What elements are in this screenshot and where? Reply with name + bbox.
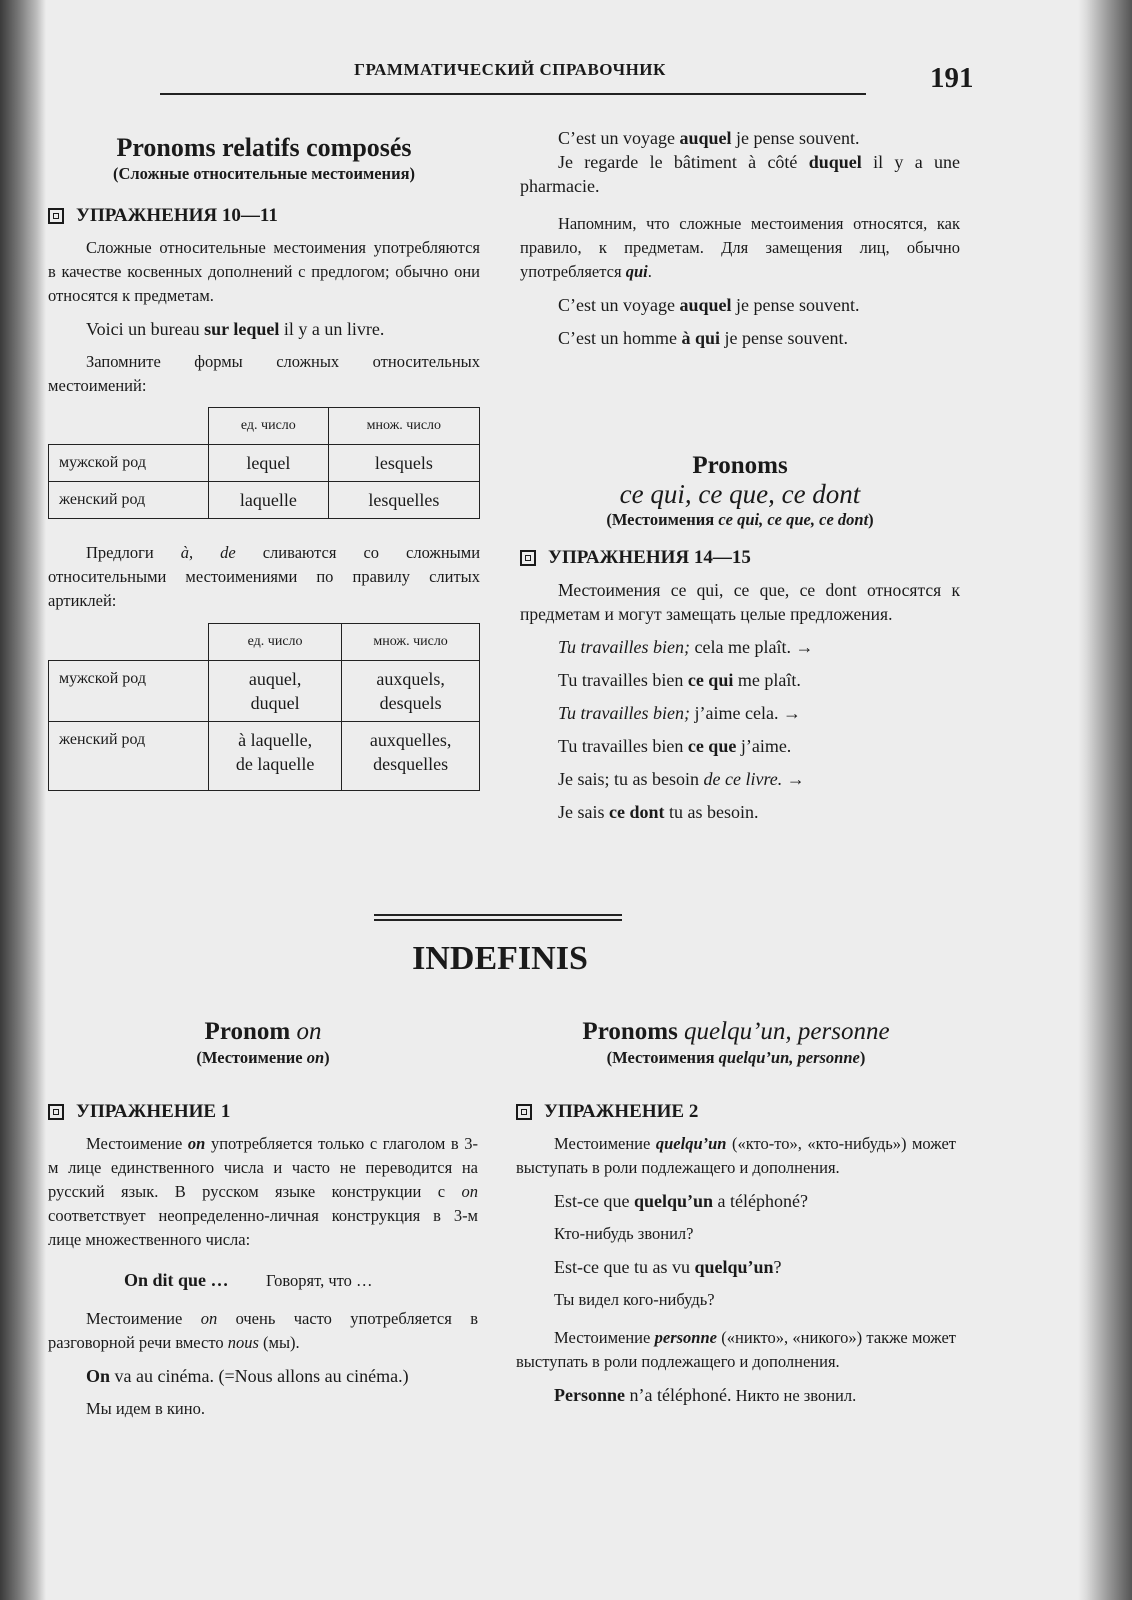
- relative-pronoun-table: [48, 407, 480, 519]
- pair-russian: Говорят, что …: [266, 1271, 373, 1290]
- paragraph-text: .: [647, 262, 652, 281]
- example-bold: sur lequel: [204, 319, 280, 339]
- example-bold: quelqu’un: [633, 1191, 714, 1211]
- header-rule: [160, 93, 866, 95]
- right-column-top: [520, 126, 960, 359]
- paragraph-text: (мы).: [258, 1333, 300, 1352]
- table-row-label: женский род: [49, 722, 209, 791]
- title-text: Pronom: [204, 1018, 297, 1045]
- exercise-icon: [48, 208, 64, 224]
- example-text: je pense souvent.: [720, 328, 848, 348]
- paragraph: Запомните формы сложных относительных местоимений:: [48, 352, 480, 395]
- section-title: Pronoms: [692, 452, 788, 479]
- example-text: Je sais: [558, 802, 609, 822]
- example-text: C’est un voyage: [558, 128, 680, 148]
- paragraph: [48, 1307, 478, 1355]
- subtitle-text: ): [859, 1048, 866, 1067]
- table-cell: [209, 661, 342, 722]
- example-line: [520, 126, 960, 150]
- subtitle-text: ): [324, 1048, 330, 1067]
- example-text: cela me plaît. →: [690, 637, 814, 657]
- subtitle-italic: ce qui, ce que, ce dont: [718, 510, 869, 529]
- example-bold: ce dont: [609, 802, 665, 822]
- section-title-italic: ce qui, ce que, ce dont: [619, 479, 861, 509]
- example-bold: ce qui: [687, 670, 734, 690]
- title-text: Pronoms: [582, 1018, 685, 1045]
- table-row-label: мужской род: [49, 661, 209, 722]
- example-line: [520, 701, 960, 725]
- exercise-heading-label: УПРАЖНЕНИЯ 14—15: [548, 547, 751, 568]
- example-text: j’aime cela. →: [690, 703, 801, 723]
- paragraph-text: Местоимение: [554, 1328, 655, 1347]
- exercise-icon: [48, 1104, 64, 1120]
- example-bold: On: [86, 1366, 111, 1386]
- example-text: →: [782, 769, 805, 789]
- scan-shadow-left: [0, 0, 46, 1600]
- example-line: [48, 317, 480, 341]
- paragraph: [48, 541, 480, 613]
- cell-line: desquelles: [373, 754, 449, 774]
- example-italic: de ce livre.: [703, 769, 783, 789]
- paragraph-text: Местоимение: [554, 1134, 656, 1153]
- left-column-bottom: [48, 1018, 478, 1430]
- example-text: j’aime.: [736, 736, 792, 756]
- section-subtitle: [520, 508, 960, 532]
- section-title: [48, 1018, 478, 1046]
- paragraph-text: Местоимение: [86, 1134, 188, 1153]
- example-line: [520, 150, 960, 198]
- example-text: Est-ce que: [554, 1191, 634, 1211]
- example-text: je pense souvent.: [731, 295, 860, 315]
- subtitle-text: (Местоимения: [606, 510, 719, 529]
- example-line: [516, 1383, 956, 1408]
- paragraph-italic: personne: [654, 1328, 717, 1347]
- example-text: Je regarde le bâtiment à côté: [558, 152, 809, 172]
- example-translation: Ты видел кого-нибудь?: [554, 1290, 715, 1309]
- example-text: Je sais; tu as besoin: [558, 769, 704, 789]
- section-subtitle: (Сложные относительные местоимения): [112, 164, 415, 183]
- subtitle-text: ): [868, 510, 874, 529]
- example-text: Tu travailles bien: [558, 736, 688, 756]
- section-title: Pronoms relatifs composés: [116, 133, 412, 162]
- right-column-bottom: [516, 1018, 956, 1417]
- paragraph-italic: qui: [625, 262, 648, 281]
- translation-pair: [48, 1268, 478, 1293]
- paragraph-italic: nous: [227, 1333, 259, 1352]
- example-line: [520, 293, 960, 317]
- paragraph-italic: de: [220, 543, 236, 562]
- table-row-label: мужской род: [49, 445, 209, 482]
- example-translation: Кто-нибудь звонил?: [554, 1224, 694, 1243]
- exercise-heading: [520, 546, 960, 570]
- example-text: Est-ce que tu as vu: [554, 1257, 695, 1277]
- contracted-pronoun-table: [48, 623, 480, 791]
- example-bold: ce que: [687, 736, 737, 756]
- example-line: [520, 800, 960, 824]
- table-corner: [49, 408, 209, 445]
- table-cell: laquelle: [209, 482, 329, 519]
- cell-line: desquels: [379, 693, 442, 713]
- example-line: [516, 1255, 956, 1279]
- example-bold: auquel: [679, 128, 732, 148]
- exercise-icon: [520, 550, 536, 566]
- example-bold: auquel: [679, 295, 732, 315]
- table-header-plural: множ. число: [342, 624, 480, 661]
- exercise-heading: [516, 1100, 956, 1124]
- exercise-heading-label: УПРАЖНЕНИЕ 2: [544, 1101, 699, 1122]
- paragraph-text: сливаются со сложными относительными местоимениями по правилу слитых артиклей:: [48, 543, 481, 610]
- example-text: C’est un voyage: [558, 295, 680, 315]
- paragraph-text: употребляется только с глаголом в 3-м лице единственного числа и часто не переводится на русский язык. В русском языке конструкции с: [48, 1134, 478, 1201]
- paragraph-italic: on: [200, 1309, 218, 1328]
- example-line: [520, 635, 960, 659]
- paragraph-text: Местоимение: [86, 1309, 201, 1328]
- exercise-icon: [516, 1104, 532, 1120]
- cell-line: auxquels,: [376, 669, 445, 689]
- example-bold: duquel: [808, 152, 862, 172]
- running-header: ГРАММАТИЧЕСКИЙ СПРАВОЧНИК: [354, 60, 666, 79]
- section-subtitle: [516, 1046, 956, 1070]
- example-bold: Personne: [554, 1385, 625, 1405]
- example-translation: Мы идем в кино.: [86, 1399, 205, 1418]
- example-text: a téléphoné?: [713, 1191, 808, 1211]
- example-text: il y a une pharmacie.: [520, 152, 960, 196]
- subtitle-text: (Местоимение: [196, 1048, 307, 1067]
- paragraph-text: очень часто употребляется в разговорной речи вместо: [48, 1309, 478, 1352]
- cell-line: duquel: [250, 693, 300, 713]
- example-text: Tu travailles bien: [558, 670, 688, 690]
- cell-line: à laquelle,: [238, 730, 313, 750]
- left-column-top: [48, 134, 480, 813]
- table-row-label: женский род: [49, 482, 209, 519]
- table-cell: lequel: [209, 445, 329, 482]
- example-text: ?: [773, 1257, 782, 1277]
- paragraph-italic: à: [180, 543, 190, 562]
- section-subtitle: [48, 1046, 478, 1070]
- exercise-heading-label: УПРАЖНЕНИЕ 1: [76, 1101, 231, 1122]
- paragraph: [516, 1326, 956, 1374]
- example-line: [48, 1364, 478, 1388]
- table-header-plural: множ. число: [328, 408, 479, 445]
- table-cell: [342, 661, 480, 722]
- table-corner: [49, 624, 209, 661]
- title-italic: on: [296, 1018, 322, 1045]
- page-number: 191: [930, 62, 974, 94]
- paragraph: [516, 1132, 956, 1180]
- table-cell: lesquelles: [328, 482, 479, 519]
- paragraph: [48, 1132, 478, 1252]
- cell-line: auxquelles,: [369, 730, 452, 750]
- example-text: me plaît.: [733, 670, 801, 690]
- subtitle-italic: quelqu’un, personne: [718, 1048, 860, 1067]
- table-cell: lesquels: [328, 445, 479, 482]
- subtitle-text: (Местоимения: [606, 1048, 719, 1067]
- paragraph-italic: on: [187, 1134, 206, 1153]
- cell-line: auquel,: [248, 669, 302, 689]
- table-cell: [342, 722, 480, 791]
- paragraph-text: соответствует неопределенно-личная конструкция в 3-м лице множественного числа:: [48, 1206, 478, 1249]
- right-column-middle: [520, 452, 960, 833]
- paragraph-text: Напомним, что сложные местоимения относятся, как правило, к предметам. Для замещения лиц, обычно употребляется: [520, 214, 960, 281]
- paragraph-text: («никто», «никого») также может выступать в роли подлежащего и дополнения.: [516, 1328, 956, 1371]
- example-line: [516, 1189, 956, 1213]
- paragraph: [520, 212, 960, 284]
- paragraph: Сложные относительные местоимения употребляются в качестве косвенных дополнений с предлогом; обычно они относятся к предметам.: [48, 238, 480, 305]
- table-header-singular: ед. число: [209, 408, 329, 445]
- paragraph-text: ,: [189, 543, 221, 562]
- paragraph-italic: on: [461, 1182, 478, 1201]
- subtitle-italic: on: [306, 1048, 325, 1067]
- paragraph-text: Предлоги: [86, 543, 181, 562]
- example-text: n’a téléphoné.: [625, 1385, 732, 1405]
- example-line: [520, 767, 960, 791]
- example-bold: quelqu’un: [694, 1257, 774, 1277]
- example-line: [520, 734, 960, 758]
- example-translation: Никто не звонил.: [731, 1386, 857, 1405]
- section-title: [516, 1018, 956, 1046]
- table-cell: [209, 722, 342, 791]
- example-text: va au cinéma. (=Nous allons au cinéma.): [110, 1366, 409, 1386]
- example-text: tu as besoin.: [664, 802, 759, 822]
- pair-french: On dit que …: [124, 1270, 229, 1290]
- paragraph: Местоимения ce qui, ce que, ce dont относятся к предметам и могут замещать целые предложения.: [520, 580, 960, 624]
- scan-shadow-right: [1078, 0, 1132, 1600]
- cell-line: de laquelle: [235, 754, 315, 774]
- part-title: INDEFINIS: [412, 940, 588, 977]
- example-text: il y a un livre.: [279, 319, 385, 339]
- exercise-heading-label: УПРАЖНЕНИЯ 10—11: [76, 205, 278, 226]
- example-bold: à qui: [681, 328, 721, 348]
- example-text: Voici un bureau: [86, 319, 205, 339]
- example-italic: Tu travailles bien;: [558, 703, 690, 723]
- example-text: je pense souvent.: [731, 128, 860, 148]
- exercise-heading: [48, 1100, 478, 1124]
- title-italic: quelqu’un, personne: [684, 1018, 890, 1045]
- part-divider: [374, 914, 622, 921]
- example-line: [520, 326, 960, 350]
- paragraph-text: («кто-то», «кто-нибудь») может выступать в роли подлежащего и дополнения.: [516, 1134, 956, 1177]
- example-line: [520, 668, 960, 692]
- example-text: C’est un homme: [558, 328, 682, 348]
- example-italic: Tu travailles bien;: [558, 637, 690, 657]
- exercise-heading: [48, 204, 480, 228]
- paragraph-italic: quelqu’un: [655, 1134, 727, 1153]
- table-header-singular: ед. число: [209, 624, 342, 661]
